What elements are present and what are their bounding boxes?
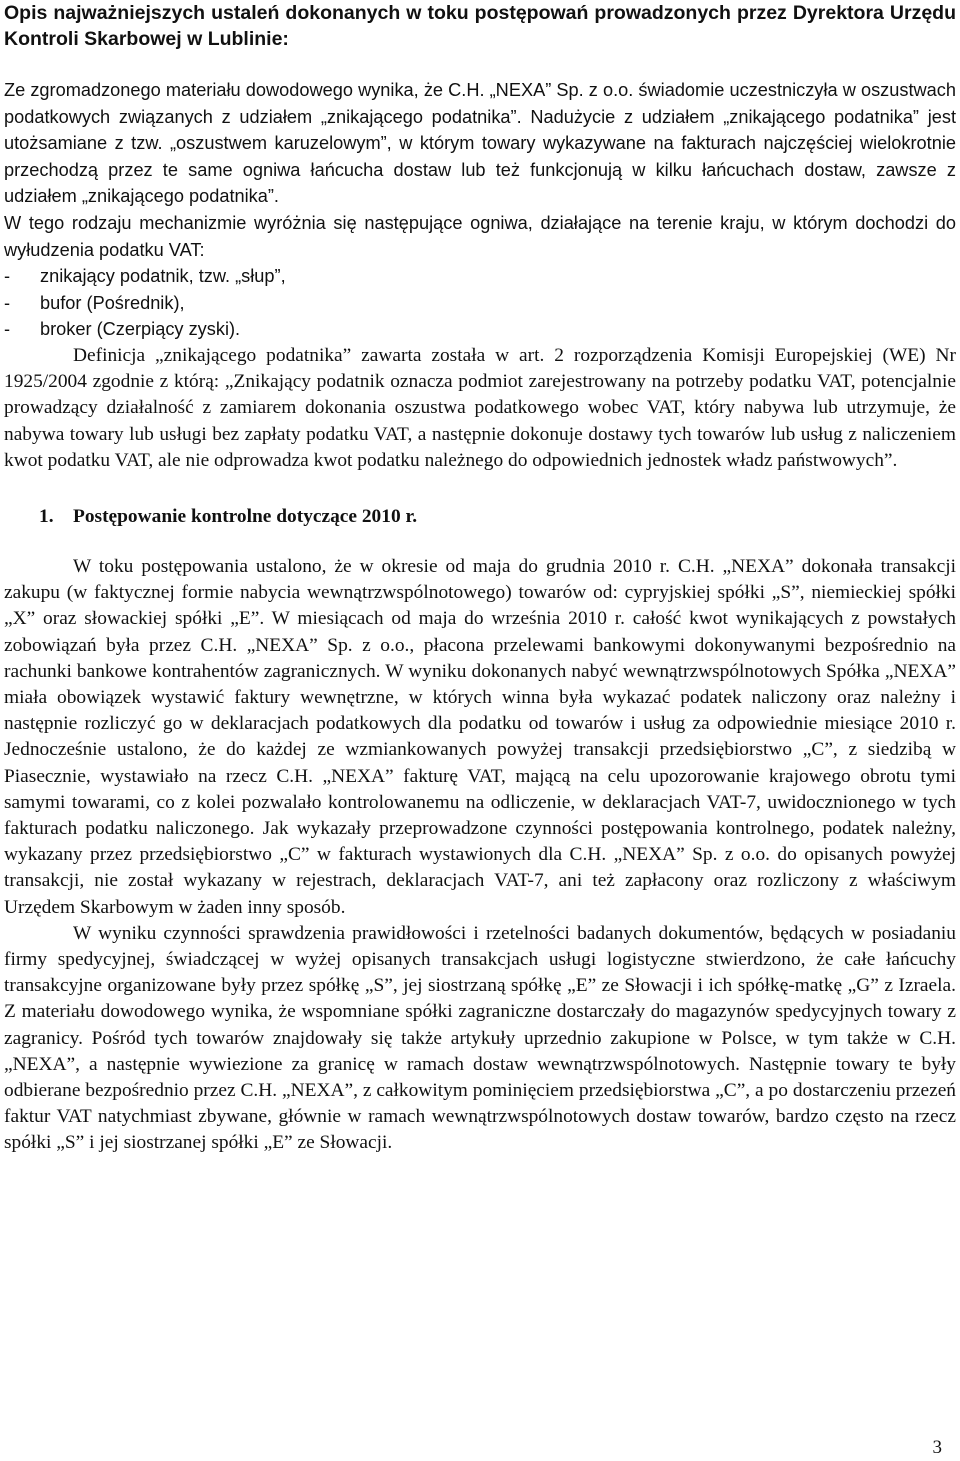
section-number: 1. [39, 505, 54, 527]
list-dash: - [4, 292, 11, 313]
chain-links-list [4, 263, 956, 343]
intro-paragraph: Ze zgromadzonego materiału dowodowego wynika, że C.H. „NEXA” Sp. z o.o. świadomie uczestniczyła w oszustwach podatkowych związanych z udziałem „znikającego podatnika”. Nadużycie z udziałem „znikającego podatnika” jest utożsamiane z tzw. „oszustwem karuzelowym”, w którym towary wykazywane na fakturach najczęściej wielokrotnie przechodzą przez te same ogniwa łańcucha dostaw lub też funkcjonują w kilku łańcuchach dostaw, zawsze z udziałem „znikającego podatnika”. [4, 80, 956, 207]
list-item [4, 290, 956, 317]
list-item-text: broker (Czerpiący zyski). [40, 319, 241, 340]
page-heading: Opis najważniejszych ustaleń dokonanych w toku postępowań prowadzonych przez Dyrektora Urzędu Kontroli Skarbowej w Lublinie: [4, 2, 956, 50]
section-paragraph-2: W wyniku czynności sprawdzenia prawidłowości i rzetelności badanych dokumentów, będących w posiadaniu firmy spedycyjnej, świadczącej w wyżej opisanych transakcjach usługi logistyczne stwierdzono, że całe łańcuchy transakcyjne organizowane były przez spółkę „S”, jej siostrzaną spółkę „E” ze Słowacji i ich spółkę-matkę „G” z Izraela. Z materiału dowodowego wynika, że wspomniane spółki zagraniczne dostarczały do magazynów spedycyjnych towary z zagranicy. Pośród tych towarów znajdowały się także artykuły uprzednio zakupione w Polsce, w tym także w C.H. „NEXA”, a następnie wywiezione za granicę w ramach dostaw wewnątrzwspólnotowych. Następnie towary te były odbierane bezpośrednio przez C.H. „NEXA”, z całkowitym pominięciem przedsiębiorstwa „C”, a po dostarczeniu przezeń faktur VAT natychmiast zbywane, głównie w ramach wewnątrzwspólnotowych dostaw towarów, bardzo często na rzecz spółki „S” i jej siostrzanej spółki „E” ze Słowacji. [4, 922, 956, 1154]
section-heading [4, 504, 956, 530]
list-item-text: znikający podatnik, tzw. „słup”, [40, 266, 286, 287]
list-item [4, 316, 956, 343]
definition-paragraph: Definicja „znikającego podatnika” zawarta została w art. 2 rozporządzenia Komisji Europejskiej (WE) Nr 1925/2004 zgodnie z którą: „Znikający podatnik oznacza podmiot zarejestrowany na potrzeby podatku VAT, potencjalnie prowadzący działalność z zamiarem dokonania oszustwa podatkowego wobec VAT, który nabywa lub utrzymuje, że nabywa towary lub usługi bez zapłaty podatku VAT, a następnie dokonuje dostawy tych towarów lub usług z naliczeniem kwot podatku VAT, ale nie odprowadza kwot podatku należnego do odpowiednich jednostek władz państwowych”. [4, 344, 956, 471]
list-item-text: bufor (Pośrednik), [40, 292, 185, 313]
list-dash: - [4, 266, 11, 287]
page-number: 3 [932, 1437, 942, 1458]
list-item [4, 263, 956, 290]
section-title: Postępowanie kontrolne dotyczące 2010 r. [73, 505, 418, 527]
list-dash: - [4, 319, 11, 340]
mechanism-paragraph: W tego rodzaju mechanizmie wyróżnia się następujące ogniwa, działające na terenie kraju, w którym dochodzi do wyłudzenia podatku VAT: [4, 212, 956, 260]
section-paragraph-1: W toku postępowania ustalono, że w okresie od maja do grudnia 2010 r. C.H. „NEXA” dokonała transakcji zakupu (w faktycznej formie nabycia wewnątrzwspólnotowego) towarów od: cypryjskiej spółki „S”, niemieckiej spółki „X” oraz słowackiej spółki „E”. W miesiącach od maja do września 2010 r. całość kwot wynikających z powstałych zobowiązań była przez C.H. „NEXA” Sp. z o.o., płacona przelewami bankowymi dokonywanymi bezpośrednio na rachunki bankowe kontrahentów zagranicznych. W wyniku dokonanych nabyć wewnątrzwspólnotowych Spółka „NEXA” miała obowiązek wystawić faktury wewnętrzne, w których winna była wykazać podatek naliczony oraz należny i następnie rozliczyć go w deklaracjach podatkowych dla podatku od towarów i usług za odpowiednie miesiące 2010 r. Jednocześnie ustalono, że do każdej ze wzmiankowanych powyżej transakcji przedsiębiorstwo „C”, z siedzibą w Piasecznie, wystawiało na rzecz C.H. „NEXA” fakturę VAT, mającą na celu upozorowanie krajowego obrotu tymi samymi towarami, co z kolei pozwalało kontrolowanemu na odliczenie, w deklaracjach VAT-7, uwidocznionego w tych fakturach podatku naliczonego. Jak wykazały przeprowadzone czynności postępowania kontrolnego, podatek należny, wykazany przez przedsiębiorstwo „C” w fakturach wystawionych dla C.H. „NEXA” Sp. z o.o. do opisanych powyżej transakcji, nie został wykazany w rejestrach, deklaracjach VAT-7, ani też zapłacony oraz rozliczony z właściwym Urzędem Skarbowym w żaden inny sposób. [4, 555, 956, 918]
